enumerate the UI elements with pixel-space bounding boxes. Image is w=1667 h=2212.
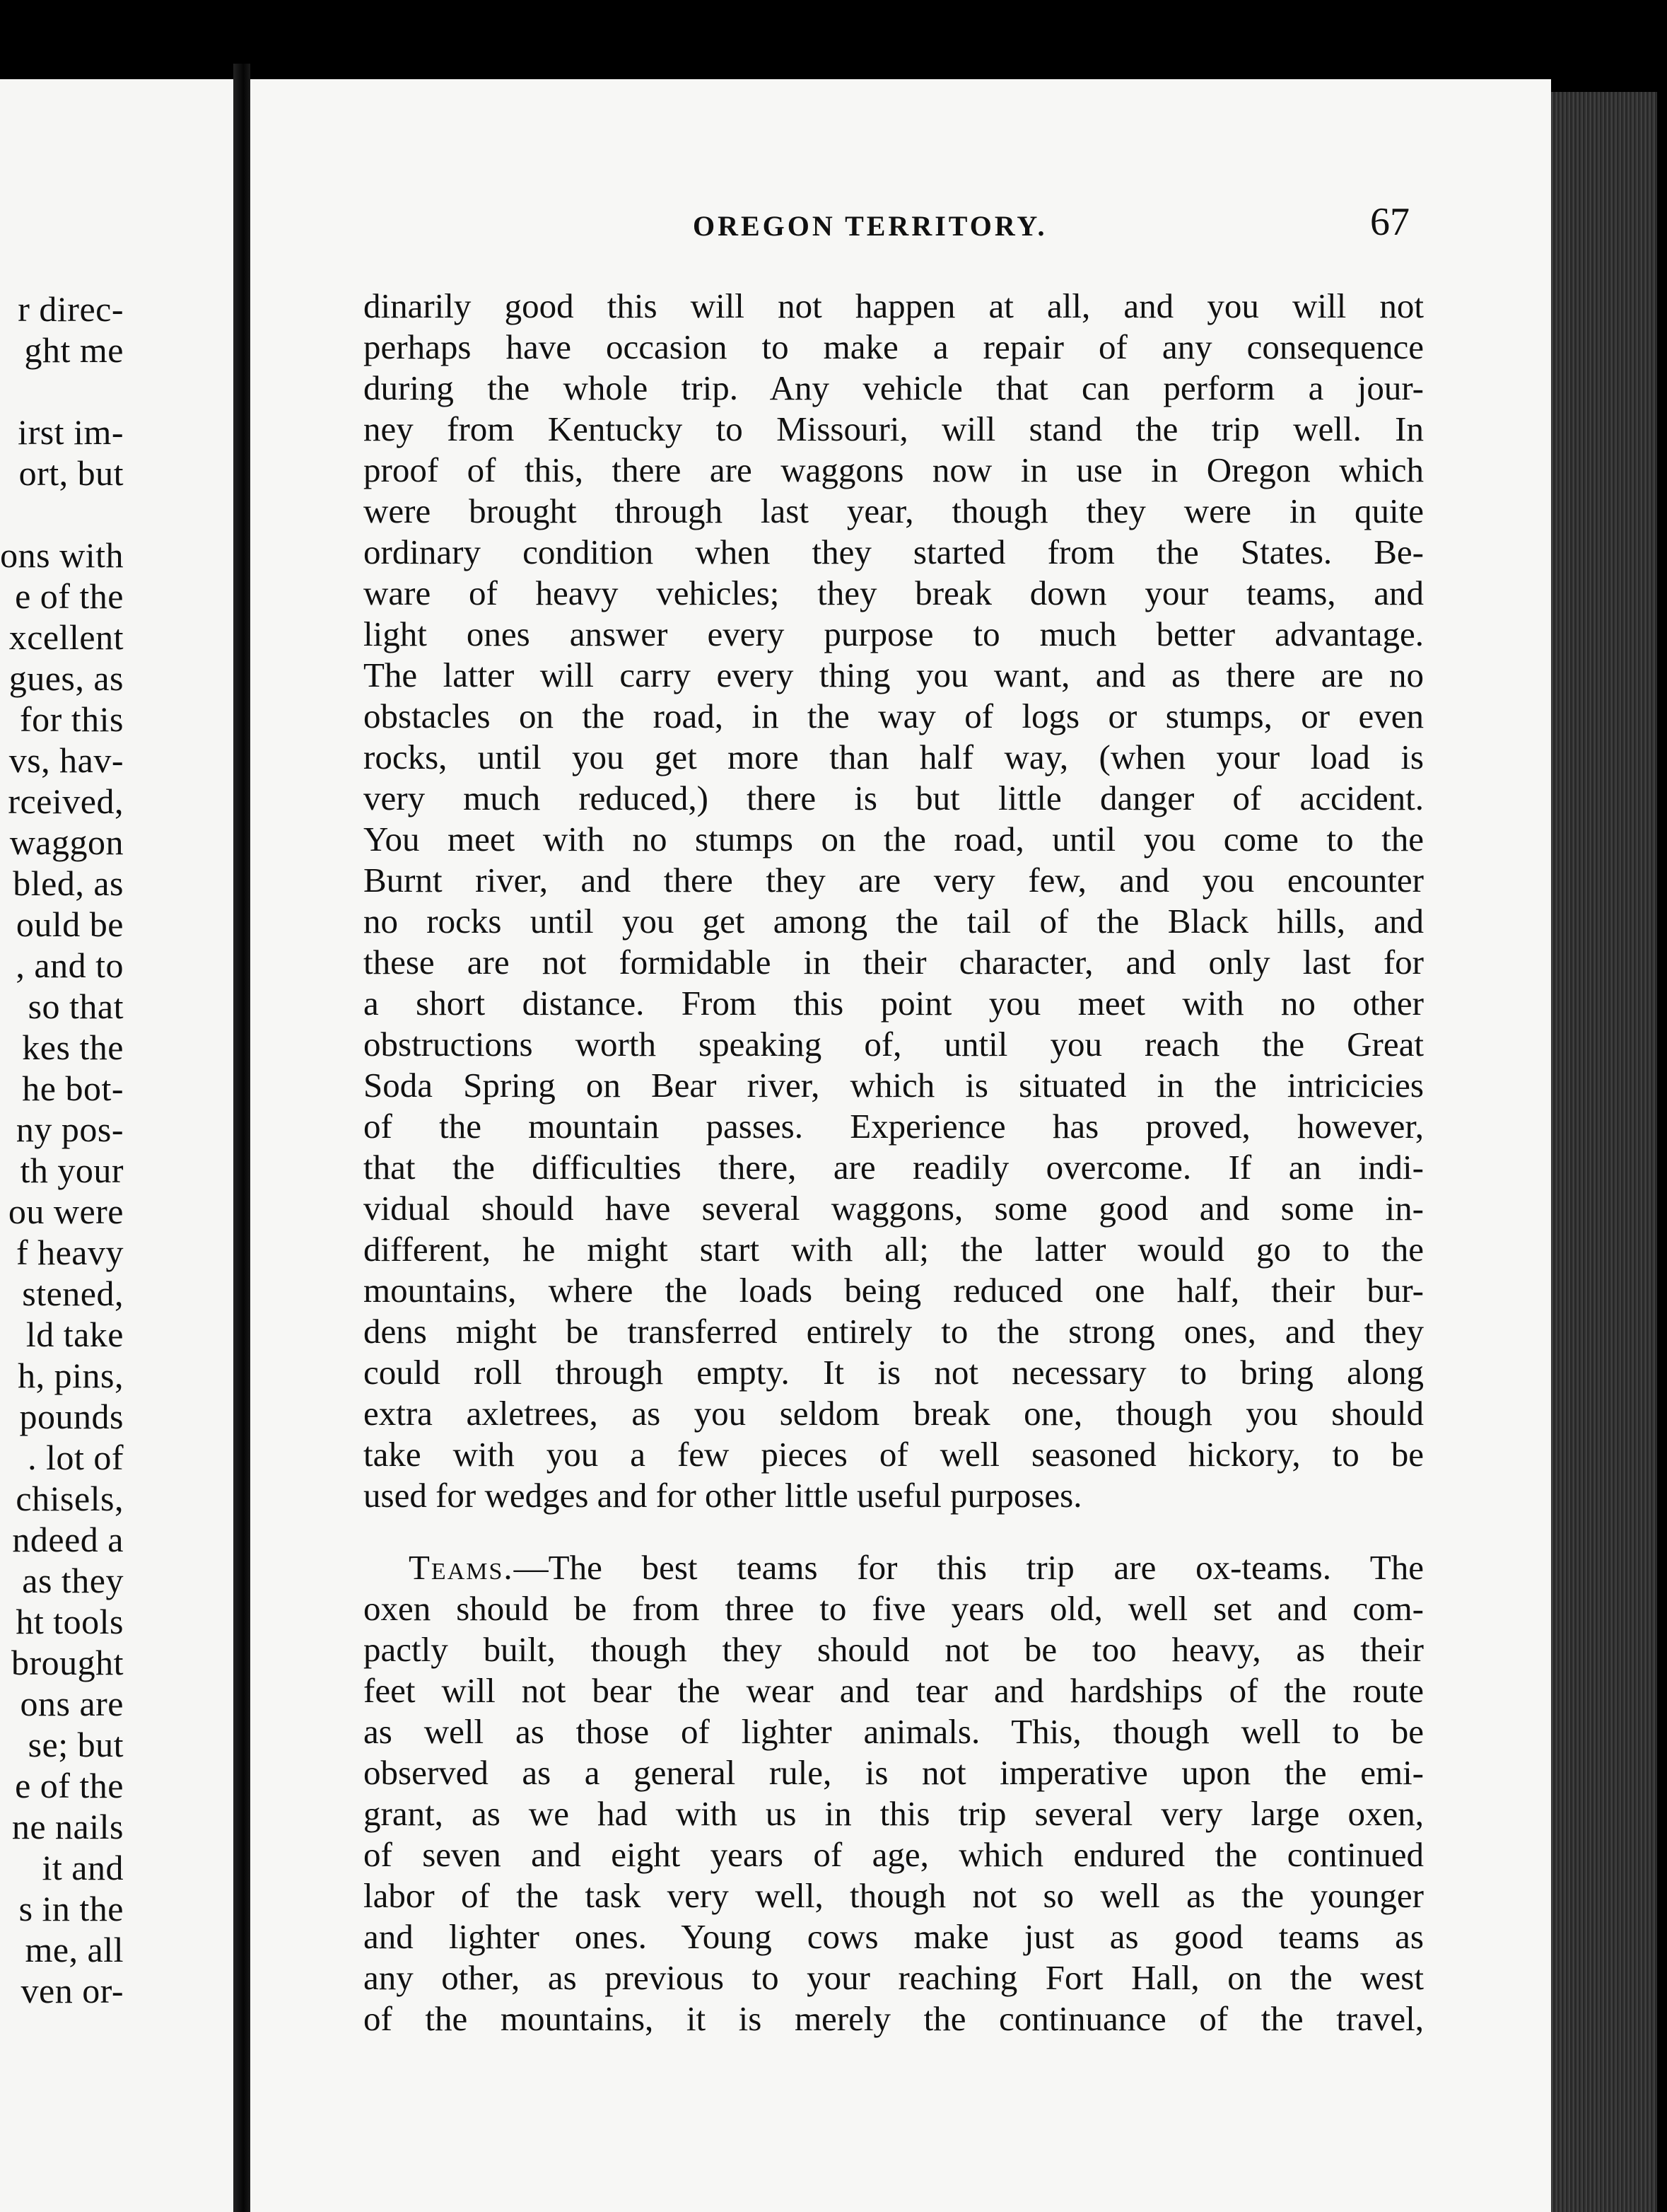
- text-line: take with you a few pieces of well seasoned hickory, to be: [363, 1435, 1424, 1474]
- text-line: grant, as we had with us in this trip several very large oxen,: [363, 1793, 1424, 1833]
- left-page-fragment: ne nails: [11, 1807, 124, 1846]
- text-line: The latter will carry every thing you want, and as there are no: [363, 656, 1424, 694]
- text-line: very much reduced,) there is but little danger of accident.: [363, 779, 1424, 817]
- text-line: ware of heavy vehicles; they break down your teams, and: [363, 574, 1424, 612]
- text-line: observed as a general rule, is not imperative upon the emi-: [363, 1752, 1424, 1792]
- left-page-fragment: vs, hav-: [8, 740, 124, 780]
- page-edges: [1551, 92, 1657, 2212]
- text-line: proof of this, there are waggons now in use in Oregon which: [363, 450, 1424, 489]
- left-page-fragment: ould be: [16, 904, 124, 944]
- text-line: any other, as previous to your reaching Fort Hall, on the west: [363, 1957, 1424, 1997]
- left-page-fragment: e of the: [15, 576, 124, 616]
- section-heading: Teams.: [409, 1547, 514, 1587]
- text-line: obstacles on the road, in the way of logs or stumps, or even: [363, 697, 1424, 735]
- text-line: mountains, where the loads being reduced one half, their bur-: [363, 1271, 1424, 1310]
- left-page-fragment: ht tools: [16, 1602, 124, 1641]
- left-page-fragment: pounds: [19, 1397, 124, 1436]
- text-line: extra axletrees, as you seldom break one, though you should: [363, 1394, 1424, 1433]
- page-number: 67: [1370, 200, 1410, 244]
- left-page-fragment: ny pos-: [16, 1110, 124, 1149]
- left-page-fragment: ort, but: [18, 453, 124, 493]
- text-line: ordinary condition when they started from the States. Be-: [363, 532, 1424, 571]
- text-line: Soda Spring on Bear river, which is situated in the intricicies: [363, 1066, 1424, 1105]
- text-line: light ones answer every purpose to much better advantage.: [363, 615, 1424, 653]
- left-page-fragment: f heavy: [16, 1233, 124, 1272]
- text-line: of the mountain passes. Experience has proved, however,: [363, 1107, 1424, 1146]
- text-line: no rocks until you get among the tail of the Black hills, and: [363, 902, 1424, 941]
- left-page-fragment: s in the: [18, 1889, 124, 1928]
- text-line: perhaps have occasion to make a repair of any consequence: [363, 327, 1424, 366]
- left-page-fragment: irst im-: [18, 412, 124, 452]
- text-line: oxen should be from three to five years old, well set and com-: [363, 1588, 1424, 1628]
- text-line: of seven and eight years of age, which endured the continued: [363, 1834, 1424, 1874]
- left-page-fragment: rceived,: [8, 781, 124, 821]
- text-line: obstructions worth speaking of, until you reach the Great: [363, 1025, 1424, 1064]
- left-page-fragment: brought: [11, 1643, 124, 1682]
- text-line: and lighter ones. Young cows make just as good teams as: [363, 1916, 1424, 1956]
- text-line: You meet with no stumps on the road, until you come to the: [363, 820, 1424, 858]
- left-page-fragment: ons are: [20, 1684, 124, 1723]
- left-page-fragment: , and to: [16, 945, 124, 985]
- text-line: Burnt river, and there they are very few, and you encounter: [363, 861, 1424, 900]
- left-page-fragment: gues, as: [8, 658, 124, 698]
- text-line: feet will not bear the wear and tear and hardships of the route: [363, 1670, 1424, 1710]
- left-page-fragment: me, all: [25, 1930, 124, 1969]
- left-page-fragment: waggon: [9, 822, 124, 862]
- left-page-fragment: ven or-: [21, 1971, 124, 2010]
- left-page-fragment: r direc-: [18, 289, 124, 329]
- text-line: were brought through last year, though they were in quite: [363, 491, 1424, 530]
- text-line: of the mountains, it is merely the continuance of the travel,: [363, 1998, 1424, 2038]
- text-line: rocks, until you get more than half way, (when your load is: [363, 738, 1424, 776]
- left-page-fragment: stened,: [22, 1274, 124, 1313]
- left-page-fragment: ons with: [0, 535, 124, 575]
- left-page-fragment: ndeed a: [12, 1520, 124, 1559]
- left-page-fragment: it and: [42, 1848, 124, 1887]
- left-page-fragment: so that: [28, 986, 124, 1026]
- left-page-fragment: ld take: [25, 1315, 124, 1354]
- text-line: during the whole trip. Any vehicle that can perform a jour-: [363, 368, 1424, 407]
- text-line: labor of the task very well, though not so well as the younger: [363, 1875, 1424, 1915]
- book-gutter: [233, 64, 250, 2212]
- left-page-fragment: kes the: [22, 1028, 124, 1067]
- left-page-fragment: chisels,: [16, 1479, 124, 1518]
- left-page-fragment: xcellent: [8, 617, 124, 657]
- left-page-fragment: ou were: [8, 1192, 124, 1231]
- text-line: vidual should have several waggons, some good and some in-: [363, 1189, 1424, 1228]
- text-line: pactly built, though they should not be too heavy, as their: [363, 1629, 1424, 1669]
- left-page-fragment: e of the: [15, 1766, 124, 1805]
- left-page-fragment: bled, as: [13, 863, 124, 903]
- text-line: dens might be transferred entirely to the strong ones, and they: [363, 1312, 1424, 1351]
- text-line: dinarily good this will not happen at all, and you will not: [363, 286, 1424, 325]
- text-line: a short distance. From this point you meet with no other: [363, 984, 1424, 1023]
- left-page-fragment: h, pins,: [18, 1356, 124, 1395]
- left-page-fragment: th your: [20, 1151, 124, 1190]
- left-page-fragment: . lot of: [28, 1438, 124, 1477]
- text-line: that the difficulties there, are readily overcome. If an indi-: [363, 1148, 1424, 1187]
- left-page-fragment: as they: [22, 1561, 124, 1600]
- left-page-fragment: for this: [19, 699, 124, 739]
- text-line: different, he might start with all; the latter would go to the: [363, 1230, 1424, 1269]
- left-page-fragment: ght me: [24, 330, 124, 370]
- left-facing-page: [0, 79, 233, 2212]
- text-line: as well as those of lighter animals. This, though well to be: [363, 1711, 1424, 1751]
- running-head: OREGON TERRITORY.: [693, 210, 1048, 242]
- left-page-fragment: he bot-: [22, 1069, 124, 1108]
- text-line: [409, 1547, 1424, 1588]
- left-page-fragment: se; but: [28, 1725, 124, 1764]
- text-span: —The best teams for this trip are ox-teams. The: [513, 1547, 1424, 1587]
- text-line: ney from Kentucky to Missouri, will stand the trip well. In: [363, 409, 1424, 448]
- text-line: these are not formidable in their character, and only last for: [363, 943, 1424, 982]
- text-line: could roll through empty. It is not necessary to bring along: [363, 1353, 1424, 1392]
- text-line: used for wedges and for other little useful purposes.: [363, 1476, 1082, 1515]
